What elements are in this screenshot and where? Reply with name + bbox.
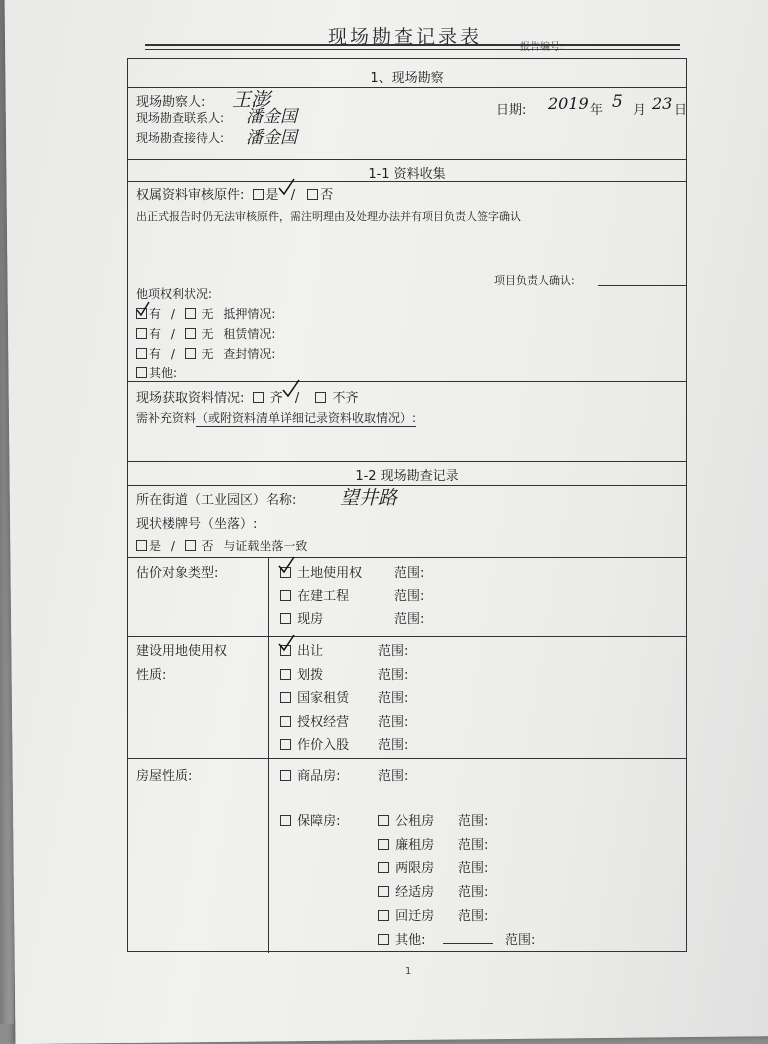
column-divider (268, 557, 269, 953)
other-rights-checkbox[interactable] (136, 367, 147, 378)
economic-housing-text: 经适房 (395, 885, 435, 900)
mortgage-has-text: 有 (149, 307, 162, 321)
lease-none-checkbox[interactable] (185, 328, 196, 339)
day-char: 日 (674, 103, 688, 118)
street-label: 所在街道（工业园区）名称: (136, 493, 297, 508)
land-use-nature-label-line1: 建设用地使用权 (136, 644, 228, 659)
existing-house-checkbox[interactable] (280, 613, 291, 624)
month-char: 月 (633, 103, 647, 118)
public-rental-text: 公租房 (395, 814, 435, 829)
scope-label: 范围: (458, 814, 489, 829)
land-use-item-authorized (280, 711, 349, 730)
valuation-item-existing (280, 608, 323, 627)
ownership-review-row (136, 184, 333, 203)
title-rule-thin (145, 49, 680, 50)
row-divider (128, 159, 686, 160)
row-divider (128, 636, 686, 637)
consistent-yes-checkbox[interactable] (136, 540, 147, 551)
affordable-house-text: 保障房: (297, 814, 341, 829)
scope-label: 范围: (378, 769, 409, 784)
authorized-operation-text: 授权经营 (297, 715, 350, 730)
land-use-right-checkbox[interactable] (280, 567, 291, 578)
valuation-type-label: 估价对象类型: (136, 566, 219, 581)
commercial-house-checkbox[interactable] (280, 770, 291, 781)
slash-separator: / (170, 327, 175, 341)
row-divider (128, 381, 686, 382)
row-divider (128, 181, 686, 182)
document-title: 现场勘查记录表 (328, 26, 483, 48)
scope-label: 范围: (378, 738, 409, 753)
receiver-signature: 潘金国 (246, 128, 297, 148)
ownership-review-label: 权属资料审核原件: (136, 188, 245, 203)
allocation-checkbox[interactable] (280, 669, 291, 680)
consistent-no-text: 否 (201, 539, 214, 553)
scope-label: 范围: (378, 715, 409, 730)
allocation-text: 划拨 (297, 668, 324, 683)
mortgage-label: 抵押情况: (223, 307, 276, 321)
row-divider (128, 485, 686, 486)
scope-label: 范围: (505, 933, 536, 948)
affordable-item-dual-limit (378, 857, 434, 876)
other-rights-label: 他项权利状况: (136, 287, 213, 301)
other-rights-text: 其他: (149, 366, 178, 380)
affordable-item-low-rent (378, 834, 434, 853)
seizure-none-checkbox[interactable] (185, 348, 196, 359)
scope-label: 范围: (394, 612, 425, 627)
date-label: 日期: (496, 103, 527, 118)
lease-none-text: 无 (201, 327, 214, 341)
state-lease-text: 国家租赁 (297, 691, 350, 706)
building-number-label: 现状楼牌号（坐落）: (136, 517, 258, 532)
land-use-item-lease (280, 687, 349, 706)
public-rental-checkbox[interactable] (378, 815, 389, 826)
supplement-note: （或附资料清单详细记录资料收取情况）: (196, 411, 417, 425)
seizure-has-text: 有 (149, 347, 162, 361)
affordable-item-relocation (378, 905, 434, 924)
supplement-row (136, 409, 416, 427)
slash-separator: / (170, 539, 175, 553)
ownership-yes-text: 是 (265, 188, 279, 203)
land-use-item-allocation (280, 664, 323, 683)
report-number-label: 报告编号: (520, 42, 564, 53)
consistent-no-checkbox[interactable] (185, 540, 196, 551)
lease-row (136, 325, 275, 342)
other-housing-text: 其他: (395, 933, 426, 948)
original-review-note: 出正式报告时仍无法审核原件，需注明理由及处理办法并有项目负责人签字确认 (136, 210, 521, 223)
equity-investment-checkbox[interactable] (280, 739, 291, 750)
mortgage-has-checkbox[interactable] (136, 308, 147, 319)
house-nature-label: 房屋性质: (136, 769, 193, 784)
commercial-house-text: 商品房: (297, 769, 341, 784)
dual-limit-checkbox[interactable] (378, 862, 389, 873)
date-day: 23 (652, 94, 673, 113)
land-use-right-text: 土地使用权 (297, 566, 363, 581)
affordable-item-public-rental (378, 810, 434, 829)
date-year: 2019 (548, 94, 589, 113)
incomplete-text: 不齐 (332, 391, 359, 406)
survey-form (127, 58, 687, 952)
authorized-operation-checkbox[interactable] (280, 716, 291, 727)
row-divider (128, 758, 686, 759)
dual-limit-text: 两限房 (395, 861, 435, 876)
surveyor-signature: 王澎 (232, 89, 271, 111)
scope-label: 范围: (378, 691, 409, 706)
lease-has-text: 有 (149, 327, 162, 341)
scope-label: 范围: (458, 909, 489, 924)
other-housing-blank-line[interactable] (443, 943, 493, 944)
page-number: 1 (405, 966, 412, 977)
mortgage-none-text: 无 (201, 307, 214, 321)
title-rule-thick (145, 44, 680, 46)
land-use-nature-label-line2: 性质: (136, 668, 167, 683)
ownership-yes-checkbox[interactable] (253, 189, 264, 200)
existing-house-text: 现房 (297, 612, 324, 627)
state-lease-checkbox[interactable] (280, 692, 291, 703)
receiver-label: 现场勘查接待人: (136, 131, 225, 145)
slash-separator: / (294, 391, 300, 406)
date-month: 5 (612, 92, 623, 112)
other-housing-checkbox[interactable] (378, 934, 389, 945)
section-1-2-header: 1-2 现场勘查记录 (355, 469, 459, 484)
land-use-item-equity (280, 734, 349, 753)
affordable-item-economic (378, 881, 434, 900)
section-1-header: 1、现场勘察 (370, 71, 444, 86)
slash-separator: / (170, 307, 175, 321)
scope-label: 范围: (378, 668, 409, 683)
lease-label: 租赁情况: (223, 327, 276, 341)
obtained-docs-label: 现场获取资料情况: (136, 391, 245, 406)
ownership-no-text: 否 (320, 188, 334, 203)
seizure-has-checkbox[interactable] (136, 348, 147, 359)
street-handwritten-value: 望井路 (340, 487, 398, 509)
slash-separator: / (170, 347, 175, 361)
pm-confirm-label: 项目负责人确认: (494, 274, 575, 287)
complete-text: 齐 (269, 391, 283, 406)
low-rent-text: 廉租房 (395, 838, 435, 853)
lease-has-checkbox[interactable] (136, 328, 147, 339)
scope-label: 范围: (394, 589, 425, 604)
low-rent-checkbox[interactable] (378, 839, 389, 850)
scope-label: 范围: (394, 566, 425, 581)
other-rights-row (136, 364, 177, 381)
relocation-housing-checkbox[interactable] (378, 910, 389, 921)
land-use-item-transfer (280, 640, 323, 659)
economic-housing-checkbox[interactable] (378, 886, 389, 897)
row-divider (128, 87, 686, 88)
consistent-label: 与证载坐落一致 (223, 539, 308, 553)
affordable-house-row (280, 810, 341, 829)
transfer-text: 出让 (297, 644, 324, 659)
commercial-house-row (280, 765, 341, 784)
affordable-item-other (378, 929, 426, 948)
construction-text: 在建工程 (297, 589, 350, 604)
obtained-docs-row (136, 387, 359, 406)
surveyor-label: 现场勘察人: (136, 95, 206, 110)
supplement-label: 需补充资料 (136, 411, 197, 425)
valuation-item-land (280, 562, 362, 581)
ownership-no-checkbox[interactable] (307, 189, 318, 200)
mortgage-none-checkbox[interactable] (185, 308, 196, 319)
consistent-yes-text: 是 (149, 539, 162, 553)
row-divider (128, 557, 686, 558)
scope-label: 范围: (458, 885, 489, 900)
seizure-row (136, 345, 275, 362)
equity-investment-text: 作价入股 (297, 738, 350, 753)
seizure-label: 查封情况: (223, 347, 276, 361)
relocation-housing-text: 回迁房 (395, 909, 435, 924)
contact-label: 现场勘查联系人: (136, 111, 225, 125)
scope-label: 范围: (458, 861, 489, 876)
complete-checkbox[interactable] (253, 392, 264, 403)
mortgage-row (136, 305, 275, 322)
pm-signature-line[interactable] (598, 285, 686, 286)
scope-label: 范围: (378, 644, 409, 659)
valuation-item-construction (280, 585, 349, 604)
row-divider (128, 461, 686, 462)
affordable-house-checkbox[interactable] (280, 815, 291, 826)
construction-checkbox[interactable] (280, 590, 291, 601)
incomplete-checkbox[interactable] (315, 392, 326, 403)
contact-signature: 潘金国 (246, 107, 297, 127)
scope-label: 范围: (458, 838, 489, 853)
seizure-none-text: 无 (201, 347, 214, 361)
location-consistency-row (136, 537, 307, 554)
year-char: 年 (590, 103, 604, 118)
slash-separator: / (290, 188, 296, 203)
section-1-1-header: 1-1 资料收集 (368, 167, 446, 182)
transfer-checkbox[interactable] (280, 645, 291, 656)
